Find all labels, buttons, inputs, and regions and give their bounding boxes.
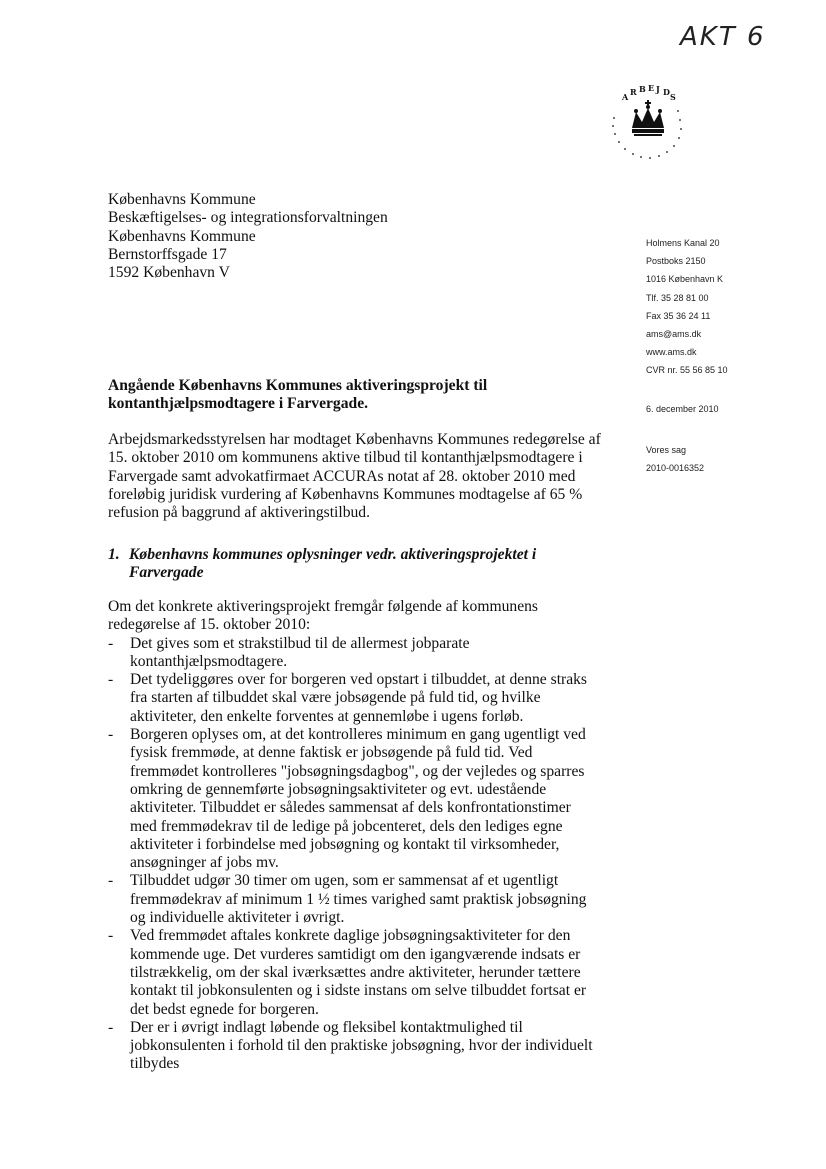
svg-text:S: S [670,92,676,102]
svg-text:R: R [630,87,637,97]
sender-cvr: CVR nr. 55 56 85 10 [646,365,728,376]
svg-text:B: B [639,84,646,94]
sender-fax: Fax 35 36 24 11 [646,310,711,321]
letter-body [108,598,598,1074]
recipient-line: Bernstorffsgade 17 [108,245,227,263]
recipient-address [108,191,388,282]
section-title: Københavns kommunes oplysninger vedr. aktiveringsprojektet i Farvergade [129,546,537,582]
case-label: Vores sag [646,445,687,455]
sender-city: 1016 København K [646,274,724,285]
list-item: - Der er i øvrigt indlagt løbende og fleksibel kontaktmulighed til jobkonsulenten i forhold til den praktiske jobsøgning, hvor der individuelt tilbydes [108,1019,598,1074]
handwritten-note: AKT 6 [680,22,766,52]
list-item: - Det tydeliggøres over for borgeren ved opstart i tilbuddet, at denne straks fra starten af tilbuddet skal være jobsøgende på fuld tid, og hvilke aktiviteter, den enkelte forventes at gennemløbe i ugens forløb. [108,671,598,726]
recipient-line: 1592 København V [108,264,230,282]
list-item: - Det gives som et strakstilbud til de allermest jobparate kontanthjælpsmodtagere. [108,635,598,672]
recipient-line: Beskæftigelses- og integrationsforvaltningen [108,209,388,227]
bullet-list [108,635,598,1074]
list-item: - Tilbuddet udgør 30 timer om ugen, som er sammensat af et ugentligt fremmødekrav af minimum 1 ½ times varighed samt praktisk jobsøgning og individuelle aktiviteter i øvrigt. [108,872,598,927]
sender-email: ams@ams.dk [646,329,702,340]
body-lead: Om det konkrete aktiveringsprojekt fremgår følgende af kommunens redegørelse af 15. oktober 2010: [108,598,538,634]
case-number: 2010-0016352 [646,462,705,473]
case-reference [646,442,704,477]
svg-text:E: E [648,83,655,93]
sender-street: Holmens Kanal 20 [646,238,720,248]
section-heading [108,546,588,583]
list-item: - Borgeren oplyses om, at det kontrolleres minimum en gang ugentligt ved fysisk fremmøde, at denne faktisk er jobsøgende på fuld tid. Ved fremmødet kontrolleres "jobsøgningsdagbog", og der vejledes og sparres omkring de gennemførte jobsøgningsaktiviteter og evt. udestående aktiviteter. Tilbuddet er således sammensat af dels konfrontationstimer med fremmødekrav til de ledige på jobcenteret, dels den lediges egne aktiviteter i forbindelse med jobsøgning og kontakt til virksomheder, ansøgninger af jobs mv. [108,726,598,872]
intro-paragraph: Arbejdsmarkedsstyrelsen har modtaget Københavns Kommunes redegørelse af 15. oktober 2010 om kommunens aktive tilbud til kontanthjælpsmodtagere i Farvergade samt advokatfirmaet ACCURAs notat af 28. oktober 2010 med foreløbig juridisk vurdering af Københavns Kommunes modtagelse af 65 % refusion på baggrund af aktiveringstilbud. [108,431,601,522]
letter-subject: Angående Københavns Kommunes aktiveringsprojekt til kontanthjælpsmodtagere i Farvergade. [108,377,488,413]
sender-phone: Tlf. 35 28 81 00 [646,292,709,303]
list-item: - Ved fremmødet aftales konkrete daglige jobsøgningsaktiviteter for den kommende uge. Det vurderes samtidigt om den igangværende indsats er tilstrækkelig, om der skal iværksættes andre aktiviteter, herunder tættere kontakt til jobkonsulenten og i sidste instans om selve tilbuddet fortsat er det bedst egnede for borgeren. [108,927,598,1018]
sender-contact-block [646,234,728,380]
crown-crest-logo [608,78,688,178]
sender-website: www.ams.dk [646,347,697,358]
svg-text:D: D [663,87,670,97]
recipient-line: Københavns Kommune [108,227,256,245]
section-number: 1. [108,546,120,563]
letter-date: 6. december 2010 [646,404,719,414]
sender-postbox: Postboks 2150 [646,256,706,267]
recipient-line: Københavns Kommune [108,191,256,208]
svg-text:A: A [622,92,629,102]
svg-text:J: J [656,84,660,94]
